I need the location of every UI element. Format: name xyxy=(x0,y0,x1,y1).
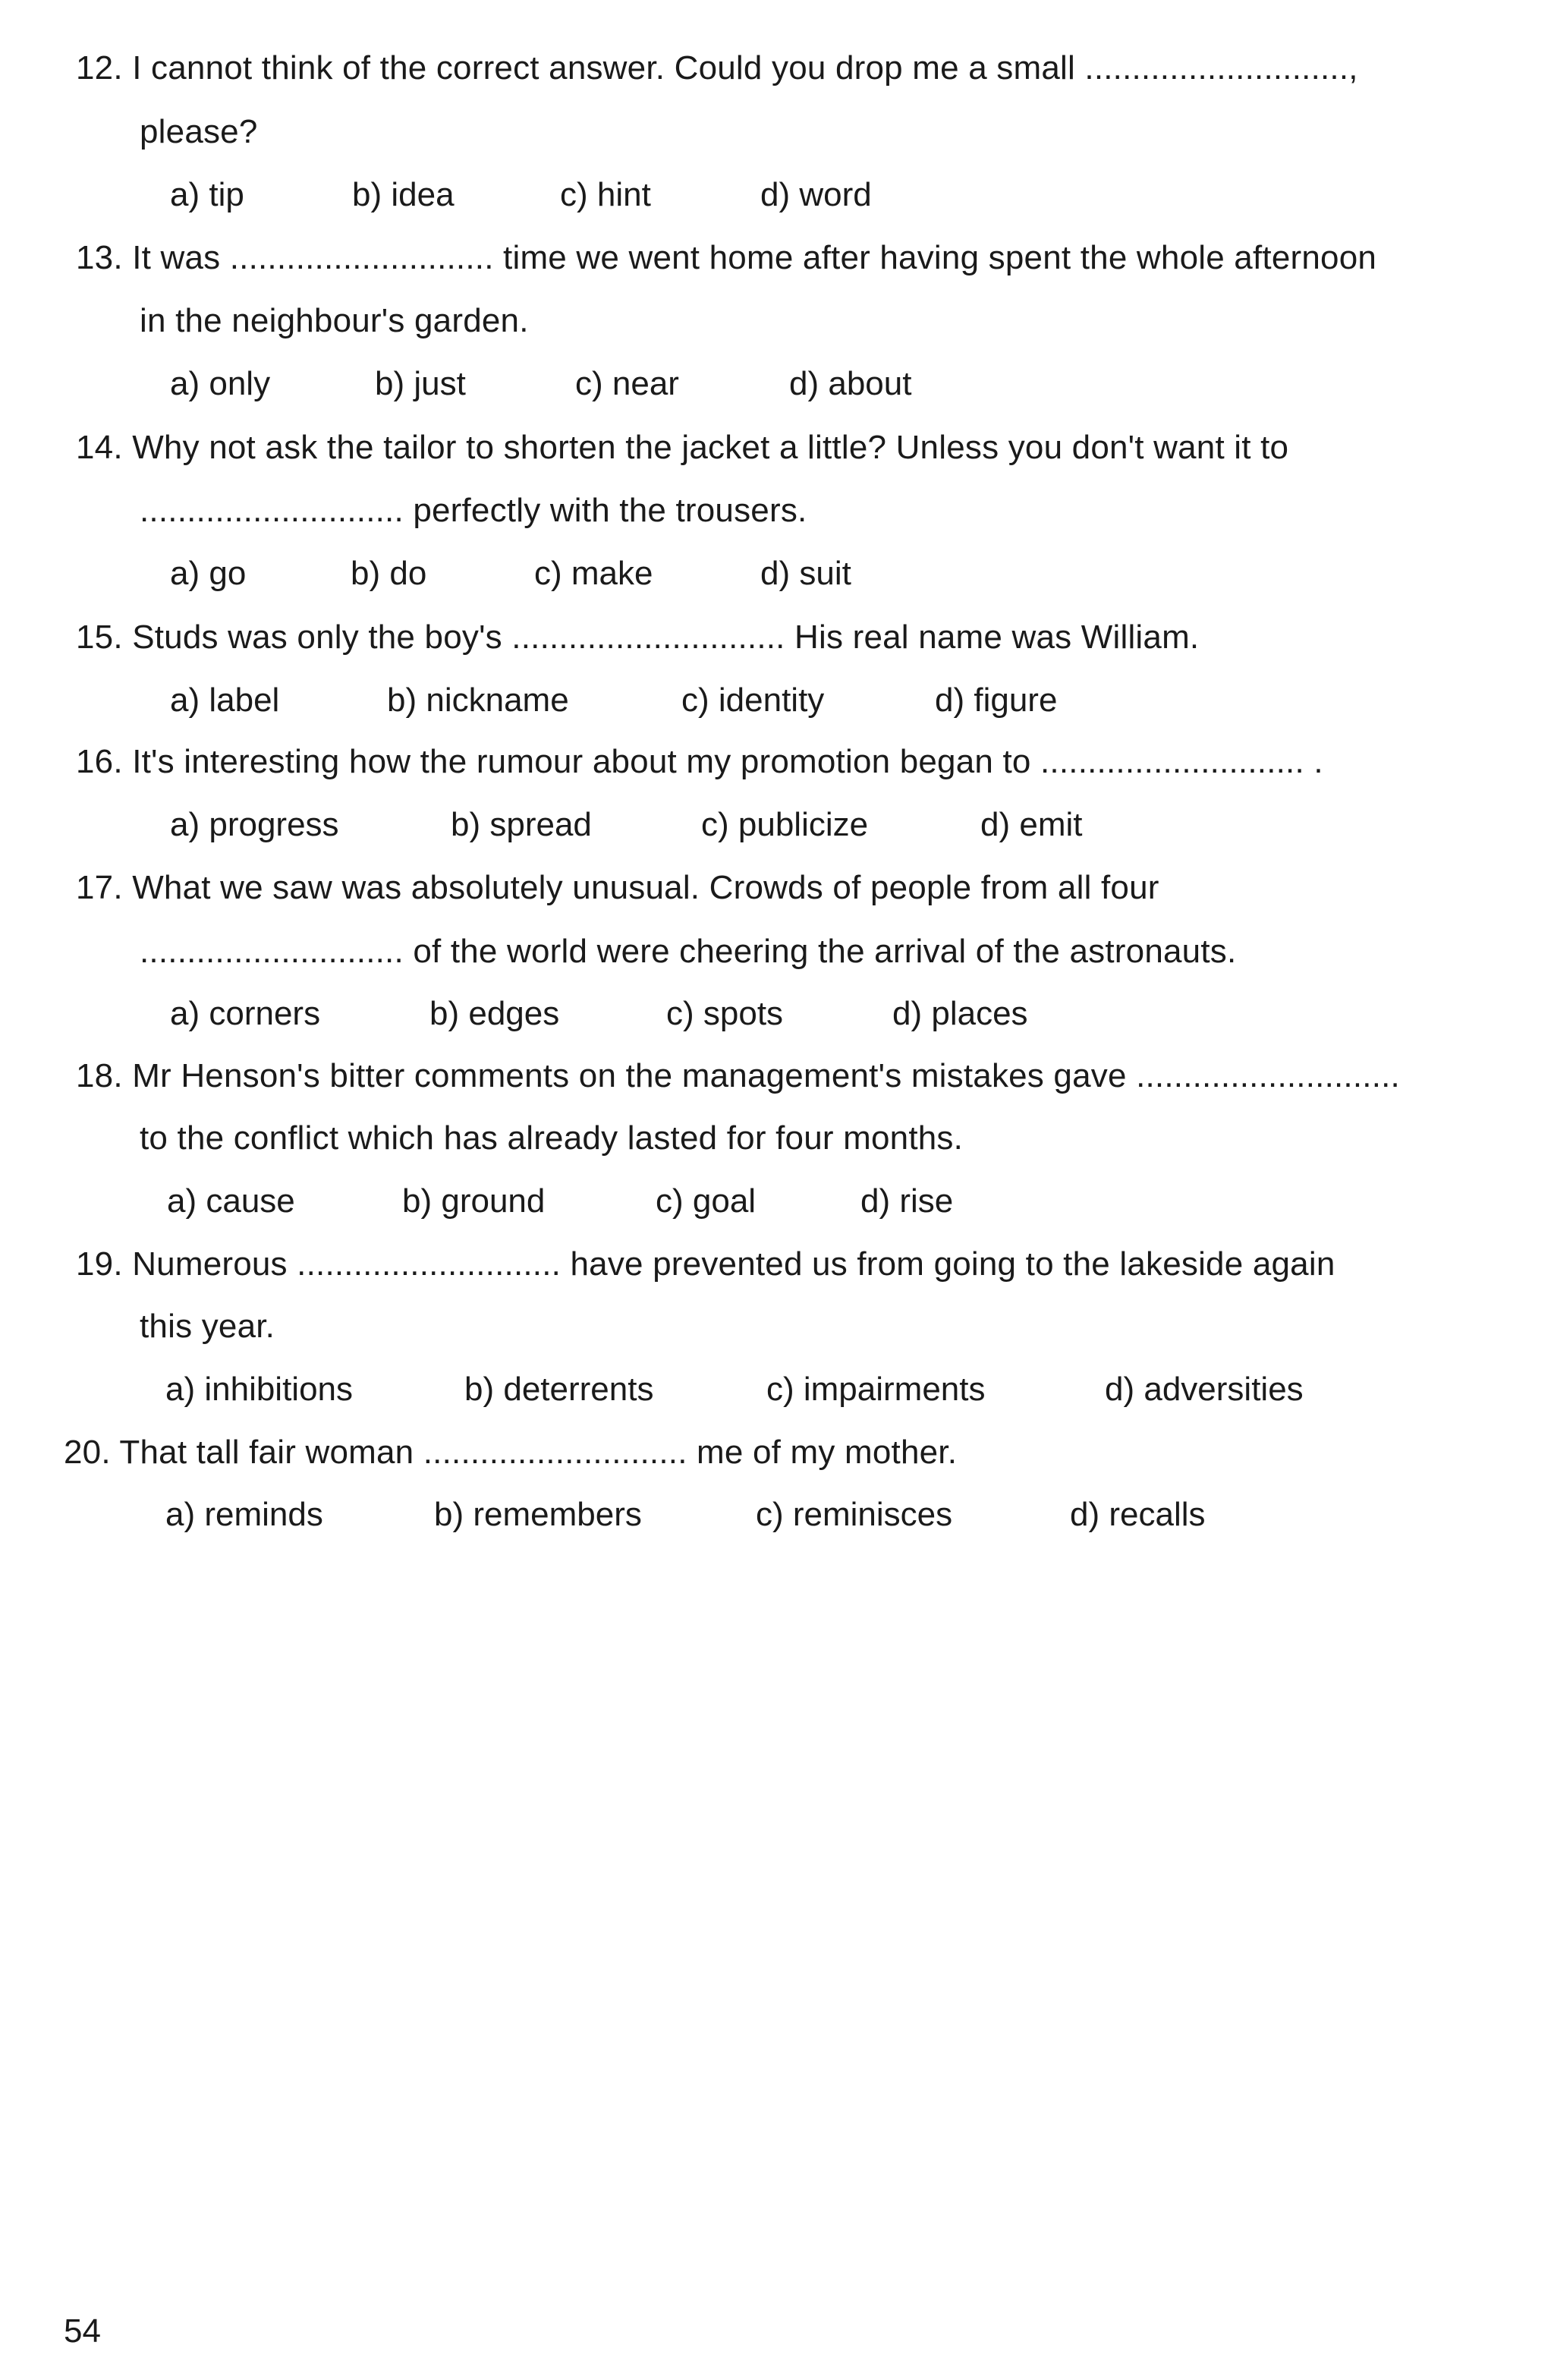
option-c: c) hint xyxy=(560,176,651,213)
option-b: b) ground xyxy=(402,1182,546,1220)
option-d: d) rise xyxy=(860,1182,954,1220)
option-b: b) do xyxy=(351,555,427,592)
page-number: 54 xyxy=(64,2312,101,2350)
option-d: d) recalls xyxy=(1070,1496,1206,1533)
question-17-continuation: ............................ of the world were cheering the arrival of the astronauts. xyxy=(140,933,1237,970)
question-13-stem: 13. It was ............................ time we went home after having spent the whole afternoon xyxy=(76,239,1377,276)
question-14-stem: 14. Why not ask the tailor to shorten the jacket a little? Unless you don't want it to xyxy=(76,429,1289,466)
option-c: c) spots xyxy=(666,995,784,1032)
option-a: a) reminds xyxy=(165,1496,323,1533)
option-d: d) figure xyxy=(935,682,1058,719)
option-b: b) edges xyxy=(429,995,560,1032)
option-d: d) places xyxy=(892,995,1028,1032)
option-a: a) tip xyxy=(170,176,244,213)
question-14-continuation: ............................ perfectly with the trousers. xyxy=(140,492,807,529)
option-c: c) impairments xyxy=(766,1371,986,1408)
option-a: a) cause xyxy=(167,1182,295,1220)
option-a: a) only xyxy=(170,365,271,402)
option-b: b) just xyxy=(375,365,466,402)
question-19-stem: 19. Numerous ............................ have prevented us from going to the lakeside again xyxy=(76,1245,1335,1283)
option-d: d) suit xyxy=(760,555,851,592)
question-18-stem: 18. Mr Henson's bitter comments on the management's mistakes gave ............................ xyxy=(76,1057,1400,1094)
option-d: d) about xyxy=(789,365,912,402)
option-a: a) inhibitions xyxy=(165,1371,354,1408)
question-12-stem: 12. I cannot think of the correct answer. Could you drop me a small ............................, xyxy=(76,49,1358,87)
question-19-continuation: this year. xyxy=(140,1308,275,1345)
option-d: d) emit xyxy=(980,806,1083,843)
option-b: b) spread xyxy=(451,806,592,843)
option-d: d) adversities xyxy=(1105,1371,1304,1408)
question-13-continuation: in the neighbour's garden. xyxy=(140,302,529,339)
option-c: c) publicize xyxy=(701,806,869,843)
option-b: b) deterrents xyxy=(464,1371,654,1408)
question-17-stem: 17. What we saw was absolutely unusual. Crowds of people from all four xyxy=(76,869,1159,906)
question-20-options xyxy=(0,1494,1206,1706)
question-18-continuation: to the conflict which has already lasted for four months. xyxy=(140,1119,964,1157)
option-c: c) goal xyxy=(656,1182,757,1220)
question-16-stem: 16. It's interesting how the rumour about my promotion began to ............................ . xyxy=(76,743,1323,780)
option-b: b) remembers xyxy=(434,1496,642,1533)
option-a: a) label xyxy=(170,682,280,719)
option-c: c) reminisces xyxy=(756,1496,953,1533)
option-b: b) nickname xyxy=(387,682,569,719)
option-d: d) word xyxy=(760,176,872,213)
option-c: c) make xyxy=(534,555,653,592)
question-15-stem: 15. Studs was only the boy's ............................. His real name was William. xyxy=(76,619,1200,656)
question-12-continuation: please? xyxy=(140,113,258,150)
option-b: b) idea xyxy=(352,176,455,213)
option-a: a) go xyxy=(170,555,247,592)
question-20-stem: 20. That tall fair woman ............................ me of my mother. xyxy=(64,1434,958,1471)
option-c: c) near xyxy=(575,365,679,402)
option-c: c) identity xyxy=(681,682,825,719)
option-a: a) corners xyxy=(170,995,321,1032)
option-a: a) progress xyxy=(170,806,339,843)
